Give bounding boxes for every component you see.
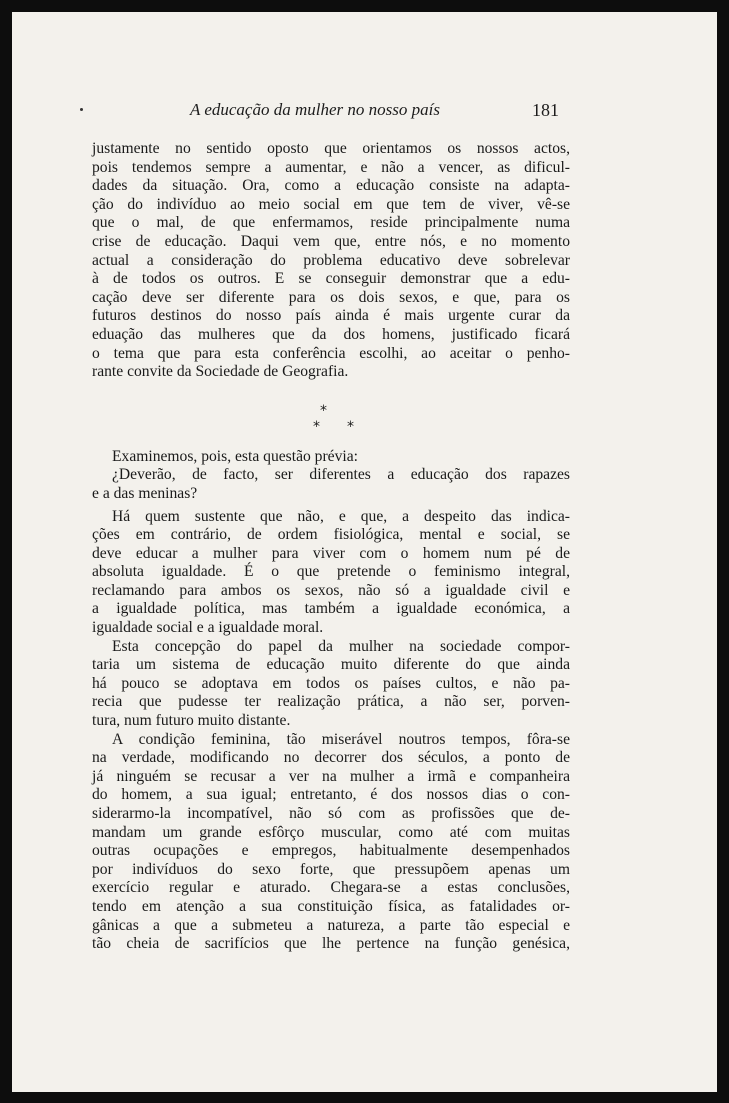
text-line: e a das meninas? xyxy=(92,484,198,502)
text-line: na verdade, modificando no decorrer dos séculos, a ponto de xyxy=(92,749,570,767)
text-line: ções em contrário, de ordem fisiológica, mental e social, se xyxy=(92,526,570,544)
text-line: recia que pudesse ter realização prática, a não ser, porven- xyxy=(92,693,570,711)
text-line: gânicas a que a submeteu a natureza, a parte tão especial e xyxy=(92,916,570,934)
text-line: actual a consideração do problema educativo deve sobrelevar xyxy=(92,251,570,269)
running-head xyxy=(12,100,717,124)
text-line: cação deve ser diferente para os dois sexos, e que, para os xyxy=(92,288,570,306)
text-line: absoluta igualdade. É o que pretende o feminismo integral, xyxy=(92,563,570,581)
text-line: à de todos os outros. E se conseguir demonstrar que a edu- xyxy=(92,270,570,288)
text-line: Esta concepção do papel da mulher na sociedade compor- xyxy=(112,637,570,655)
text-line: tura, num futuro muito distante. xyxy=(92,712,291,730)
paragraph xyxy=(92,466,570,503)
text-line: rante convite da Sociedade de Geografia. xyxy=(92,363,349,381)
text-line: taria um sistema de educação muito diferente do que ainda xyxy=(92,656,570,674)
text-line: tendo em atenção a sua constituição física, as fatalidades or- xyxy=(92,897,570,915)
separator-star: * xyxy=(313,418,320,435)
text-line: tão cheia de sacrifícios que lhe pertence na função genésica, xyxy=(92,935,570,953)
text-line: há pouco se adoptava em todos os países cultos, e não pa- xyxy=(92,674,570,692)
ink-speck xyxy=(80,108,83,111)
text-line: o tema que para esta conferência escolhi, ao aceitar o penho- xyxy=(92,344,570,362)
running-title: A educação da mulher no nosso país xyxy=(190,100,440,119)
text-line: exercício regular e aturado. Chegara-se a estas conclusões, xyxy=(92,879,570,897)
separator-star: * xyxy=(320,402,327,419)
text-line: que o mal, de que enfermamos, reside principalmente numa xyxy=(92,214,570,232)
text-line: Examinemos, pois, esta questão prévia: xyxy=(112,447,358,465)
text-line: justamente no sentido oposto que orientamos os nossos actos, xyxy=(92,140,570,157)
text-line: já ninguém se recusar a ver na mulher a irmã e companheira xyxy=(92,767,570,785)
paragraph xyxy=(92,731,570,954)
text-line: por indivíduos do sexo forte, que pressupõem apenas um xyxy=(92,860,570,878)
text-line: futuros destinos do nosso país ainda é mais urgente curar da xyxy=(92,307,570,325)
text-line: A condição feminina, tão miserável noutros tempos, fôra-se xyxy=(112,730,570,748)
paragraph xyxy=(92,140,570,382)
text-line: outras ocupações e empregos, habitualmente desempenhados xyxy=(92,842,570,860)
page-number: 181 xyxy=(532,100,559,120)
text-line: dades da situação. Ora, como a educação consiste na adapta- xyxy=(92,177,570,195)
text-line: ção do indivíduo ao meio social em que tem de viver, vê-se xyxy=(92,195,570,213)
text-line: mandam um grande esfôrço muscular, como até com muitas xyxy=(92,823,570,841)
text-line: crise de educação. Daqui vem que, entre nós, e no momento xyxy=(92,232,570,250)
paragraph xyxy=(92,448,570,467)
text-line: deve educar a mulher para viver com o homem num pé de xyxy=(92,544,570,562)
text-line: ¿Deverão, de facto, ser diferentes a educação dos rapazes xyxy=(112,466,570,484)
text-line: pois tendemos sempre a aumentar, e não a vencer, as dificul- xyxy=(92,158,570,176)
text-line: do homem, a sua igual; entretanto, é dos nossos dias o con- xyxy=(92,786,570,804)
text-line: a igualdade política, mas também a igualdade económica, a xyxy=(92,600,570,618)
text-line: igualdade social e a igualdade moral. xyxy=(92,619,324,637)
section-separator xyxy=(92,382,570,448)
text-line: eduação das mulheres que da dos homens, justificado ficará xyxy=(92,325,570,343)
text-line: siderarmo-la incompatível, não só com as profissões que de- xyxy=(92,805,570,822)
paragraph xyxy=(92,508,570,638)
paragraph xyxy=(92,638,570,731)
text-line: reclamando para ambos os sexos, não só a igualdade civil e xyxy=(92,581,570,599)
separator-star: * xyxy=(347,418,354,435)
book-page xyxy=(12,12,717,1092)
text-line: Há quem sustente que não, e que, a despeito das indica- xyxy=(112,507,570,525)
body-text xyxy=(92,140,570,954)
